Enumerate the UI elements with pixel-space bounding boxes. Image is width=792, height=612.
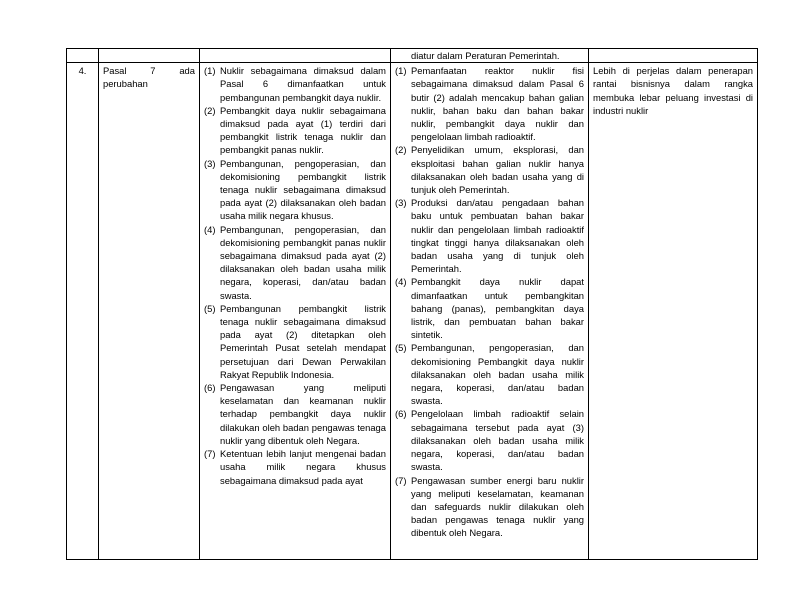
list-item [204, 302, 386, 381]
item-marker: (3) [204, 157, 216, 169]
item-marker: (5) [395, 342, 407, 354]
col3-list [395, 64, 584, 539]
list-item [395, 196, 584, 275]
item-marker: (5) [204, 302, 216, 314]
continuation-row [67, 49, 758, 63]
cell-subject-empty [99, 49, 200, 63]
item-text: Pengawasan sumber energi baru nuklir yang meliputi keselamatan, keamanan dan safeguards nuklir dilakukan oleh badan pengawas tenaga nuklir yang dibentuk oleh Negara. [411, 474, 584, 539]
item-text: Ketentuan lebih lanjut mengenai badan usaha milik negara khusus sebagaimana dimaksud pada ayat [220, 448, 386, 486]
row-number: 4. [67, 63, 99, 560]
cell-col3-continuation [391, 49, 589, 63]
item-text: Pengelolaan limbah radioaktif selain sebagaimana tersebut pada ayat (3) dilaksanakan oleh badan usaha milik negara, koperasi, dan/atau badan swasta. [411, 408, 584, 473]
item-marker: (1) [395, 65, 407, 77]
item-text: Pengawasan yang meliputi keselamatan dan keamanan nuklir terhadap pembangkit daya nuklir dilakukan oleh badan pengawas tenaga nuklir yang dibentuk oleh Negara. [220, 382, 386, 446]
cell-col2-empty [200, 49, 391, 63]
list-item [204, 223, 386, 302]
list-item [204, 157, 386, 223]
list-item [395, 407, 584, 473]
note-cell [589, 63, 758, 560]
row-subject-text: Pasal 7 ada perubahan [103, 65, 195, 90]
list-item [395, 474, 584, 540]
item-text: Pembangkit daya nuklir sebagaimana dimaksud pada ayat (1) terdiri dari pembangkit listrik tenaga nuklir dan pembangkit panas nuklir. [220, 104, 386, 156]
item-marker: (4) [204, 223, 216, 235]
cell-number-empty [67, 49, 99, 63]
item-marker: (1) [204, 65, 216, 77]
cell-note-empty [589, 49, 758, 63]
list-item [395, 64, 584, 143]
item-text: Penyelidikan umum, eksplorasi, dan eksploitasi bahan galian nuklir hanya dilaksanakan oleh badan usaha yang di tunjuk oleh Pemerintah. [411, 144, 584, 196]
item-marker: (7) [204, 448, 216, 460]
item-marker: (7) [395, 474, 407, 486]
item-marker: (2) [204, 104, 216, 116]
item-text: Pembangunan pembangkit listrik tenaga nuklir sebagaimana dimaksud pada ayat (2) ditetapkan oleh Pemerintah Pusat setelah mendapat persetujuan dari Dewan Perwakilan Rakyat Republik Indonesia. [220, 302, 386, 380]
list-item [204, 447, 386, 487]
item-marker: (3) [395, 197, 407, 209]
item-text: Pembangunan, pengoperasian, dan dekomisioning pembangkit panas nuklir sebagaimana dimaksud pada ayat (2) dilaksanakan oleh badan usaha milik negara, koperasi, dan/atau badan swasta. [220, 223, 386, 301]
col2-list [204, 64, 386, 487]
row-subject [99, 63, 200, 560]
list-item [204, 64, 386, 104]
list-item [395, 275, 584, 341]
col3-cell [391, 63, 589, 560]
list-item [204, 381, 386, 447]
list-item [395, 341, 584, 407]
item-marker: (6) [395, 408, 407, 420]
item-text: Pembangunan, pengoperasian, dan dekomisioning Pembangkit daya nuklir dilaksanakan oleh badan usaha milik negara, koperasi, dan/atau badan swasta. [411, 342, 584, 407]
item-text: Pemanfaatan reaktor nuklir fisi sebagaimana dimaksud dalam Pasal 6 butir (2) adalah mencakup bahan galian nuklir, bahan baku dan bahan bakar nuklir, pembangkit daya nuklir dan pengelolaan limbah radioaktif. [411, 65, 584, 143]
list-item [395, 143, 584, 196]
item-text: Produksi dan/atau pengadaan bahan baku untuk pembuatan bahan bakar nuklir dan pengelolaan limbah radioaktif tingkat tinggi hanya dilaksanakan oleh badan usaha yang di tunjuk oleh Pemerintah. [411, 197, 584, 275]
item-marker: (6) [204, 382, 216, 394]
table-row [67, 63, 758, 560]
col2-cell [200, 63, 391, 560]
item-text: Nuklir sebagaimana dimaksud dalam Pasal 6 dimanfaatkan untuk pembangunan pembangkit daya nuklir. [220, 65, 386, 103]
item-text: Pembangkit daya nuklir dapat dimanfaatkan untuk pembangkitan bahang (panas), pembangkitan daya listrik, dan pembuatan bahan bakar sintetik. [411, 276, 584, 341]
comparison-table [66, 48, 758, 560]
item-marker: (4) [395, 276, 407, 288]
continuation-text: diatur dalam Peraturan Pemerintah. [411, 50, 560, 61]
item-text: Pembangunan, pengoperasian, dan dekomisioning pembangkit listrik tenaga nuklir sebagaimana dimaksud pada ayat (2) dilaksanakan oleh badan usaha milik negara khusus. [220, 157, 386, 222]
note-text: Lebih di perjelas dalam penerapan rantai bisnisnya dalam rangka membuka lebar peluang investasi di industri nuklir [593, 65, 753, 116]
list-item [204, 104, 386, 157]
item-marker: (2) [395, 144, 407, 156]
